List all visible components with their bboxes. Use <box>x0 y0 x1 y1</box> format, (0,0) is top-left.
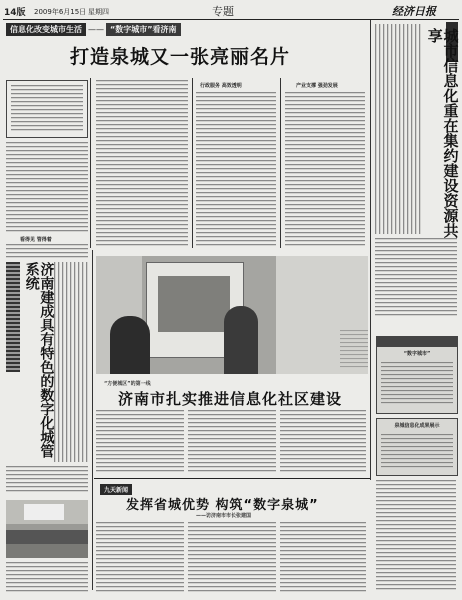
column-rule <box>280 78 281 248</box>
masthead-rule <box>3 19 459 20</box>
photo-kiosk-screen <box>158 276 230 332</box>
body-text <box>96 80 188 248</box>
bottom-article-label: 九天新闻 <box>100 484 132 495</box>
body-text <box>96 410 184 474</box>
feature-subhead-1: 行政服务 高效透明 <box>200 83 242 89</box>
sidebar-ad-bar <box>377 337 457 347</box>
community-kiosk-photo <box>96 256 368 374</box>
issue-date: 2009年6月15日 <box>34 8 87 16</box>
masthead <box>0 0 462 20</box>
bottom-article-deck: ——访济南市市长张建国 <box>196 513 252 519</box>
feature-subhead-2: 产业支撑 强劲发展 <box>296 83 338 89</box>
left-subhead: 看得见 管得着 <box>20 237 52 243</box>
sidebar-ad-label: 泉城信息化成果展示 <box>394 423 440 429</box>
section-rule <box>94 478 370 479</box>
column-rule <box>192 78 193 248</box>
body-text <box>196 92 276 248</box>
sidebar-ad-top <box>376 336 458 414</box>
left-article-text <box>54 262 88 462</box>
issue-weekday: 星期四 <box>88 8 109 16</box>
series-dash: —— <box>88 25 104 34</box>
body-text <box>280 410 366 474</box>
series-title: “数字城市”看济南 <box>106 23 181 36</box>
sidebar-ad-text <box>381 362 453 406</box>
sidebar-ad-label: “数字城市” <box>403 351 431 357</box>
photo-floor <box>6 544 88 558</box>
left-article-dark-strip <box>6 262 20 372</box>
sidebar-ad-text <box>381 434 453 470</box>
photo-caption <box>6 562 88 592</box>
right-article-title: 城市信息化重在集约建设资源共享 <box>425 28 460 238</box>
right-article-text <box>375 24 423 234</box>
body-text <box>6 142 88 232</box>
feature-headline: 打造泉城又一张亮丽名片 <box>70 46 291 68</box>
body-text <box>6 466 88 494</box>
photo-screen <box>24 504 64 520</box>
photo-person-right <box>224 306 258 374</box>
intro-text <box>11 85 83 133</box>
community-kicker: “方便城区”的第一线 <box>104 381 151 387</box>
community-headline: 济南市扎实推进信息化社区建设 <box>118 390 343 408</box>
series-banner <box>6 24 181 35</box>
meeting-room-photo <box>6 500 88 558</box>
body-text <box>188 522 276 594</box>
body-text <box>96 522 184 594</box>
right-article-text <box>375 238 457 318</box>
body-text <box>285 92 365 248</box>
column-rule <box>370 20 371 480</box>
sidebar-ad-mid <box>376 418 458 476</box>
photo-caption <box>340 330 368 370</box>
photo-person-left <box>110 316 150 374</box>
body-text <box>188 410 276 474</box>
bottom-article-headline: 发挥省城优势 构筑“数字泉城” <box>126 498 319 513</box>
body-text <box>376 480 456 592</box>
body-text <box>6 244 88 260</box>
body-text <box>280 522 366 594</box>
page-number: 14版 <box>4 8 26 18</box>
newspaper-logo: 经济日报 <box>392 5 436 18</box>
series-label: 信息化改变城市生活 <box>6 23 86 36</box>
intro-box <box>6 80 88 138</box>
column-rule <box>90 78 91 248</box>
column-rule <box>92 250 93 590</box>
left-article-title: 济南建成具有特色的数字化城管系统 <box>23 262 55 458</box>
section-name: 专题 <box>212 5 234 18</box>
photo-desks <box>6 530 88 544</box>
